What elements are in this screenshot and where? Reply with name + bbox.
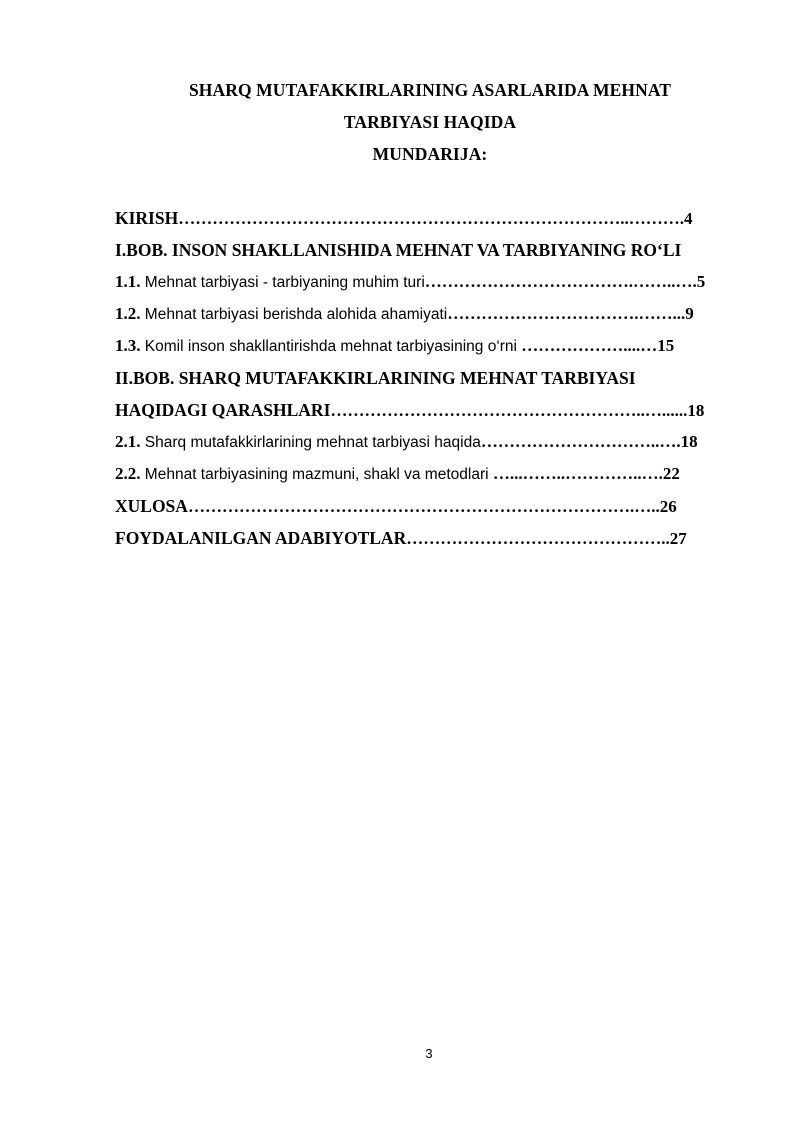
document-title-line-1: SHARQ MUTAFAKKIRLARINING ASARLARIDA MEHNAT <box>188 80 672 100</box>
toc-leader: …………………………..…. <box>480 432 681 451</box>
toc-entry-xulosa <box>115 490 745 522</box>
toc-entry-section-1-3 <box>115 330 745 362</box>
toc-page-number: 5 <box>696 272 706 291</box>
toc-leader: …...……..…………..…. <box>492 464 663 483</box>
toc-page-number: 26 <box>659 497 677 516</box>
toc-leader: ……………………………………….. <box>406 529 670 548</box>
toc-page-number: 9 <box>685 304 694 323</box>
toc-section-number: 1.3. <box>115 336 141 355</box>
toc-page-number: 18 <box>687 401 705 420</box>
toc-leader: …………………………………………………………………….….. <box>187 497 660 516</box>
toc-entry-adabiyotlar <box>115 522 745 554</box>
toc-entry-label: XULOSA <box>115 496 188 516</box>
toc-entry-label: Sharq mutafakkirlarining mehnat tarbiyasi haqida <box>140 434 481 451</box>
toc-entry-label: Komil inson shakllantirishda mehnat tarbiyasining o‘rni <box>140 338 517 355</box>
toc-entry-chapter-2-line-1 <box>115 362 745 394</box>
toc-page-number: 22 <box>662 464 680 483</box>
toc-entry-label: KIRISH <box>115 208 179 228</box>
toc-entry-label: FOYDALANILGAN ADABIYOTLAR <box>115 528 407 548</box>
toc-section-number: 1.2. <box>115 304 141 323</box>
toc-entry-section-1-1 <box>115 266 745 298</box>
toc-entry-label: II.BOB. SHARQ MUTAFAKKIRLARINING MEHNAT TARBIYASI <box>115 368 636 388</box>
toc-page-number: 4 <box>683 209 693 228</box>
toc-section-number: 2.1. <box>115 432 141 451</box>
toc-leader: ………………....… <box>517 336 658 355</box>
title-block <box>0 74 800 170</box>
toc-page-number: 27 <box>669 529 687 548</box>
toc-entry-section-2-1 <box>115 426 745 458</box>
toc-section-number: 1.1. <box>115 272 141 291</box>
toc-section-number: 2.2. <box>115 464 141 483</box>
toc-entry-kirish <box>115 202 745 234</box>
toc-leader: ……………………………………………………………………..………. <box>178 209 684 228</box>
toc-entry-label: I.BOB. INSON SHAKLLANISHIDA MEHNAT VA TARBIYANING RO‘LI <box>115 240 682 260</box>
toc-page-number: 15 <box>657 336 675 355</box>
toc-page-number: 18 <box>680 432 698 451</box>
toc-entry-section-2-2 <box>115 458 745 490</box>
toc-entry-chapter-1 <box>115 234 745 266</box>
toc-leader: ………………………………………………..…...... <box>330 401 688 420</box>
toc-leader: …………………………….……... <box>447 304 686 323</box>
contents-heading: MUNDARIJA: <box>372 144 488 164</box>
toc-entry-section-1-2 <box>115 298 745 330</box>
toc-entry-label: Mehnat tarbiyasining mazmuni, shakl va metodlari <box>140 466 493 483</box>
toc-entry-label: Mehnat tarbiyasi - tarbiyaning muhim turi <box>140 274 425 291</box>
toc-entry-label: Mehnat tarbiyasi berishda alohida ahamiyati <box>140 306 448 323</box>
table-of-contents <box>115 202 745 554</box>
toc-leader: ……………………………….……..…. <box>424 272 697 291</box>
toc-entry-label: HAQIDAGI QARASHLARI <box>115 400 331 420</box>
document-title-line-2: TARBIYASI HAQIDA <box>343 112 517 132</box>
toc-entry-chapter-2-line-2 <box>115 394 745 426</box>
page-number: 3 <box>425 1046 433 1061</box>
